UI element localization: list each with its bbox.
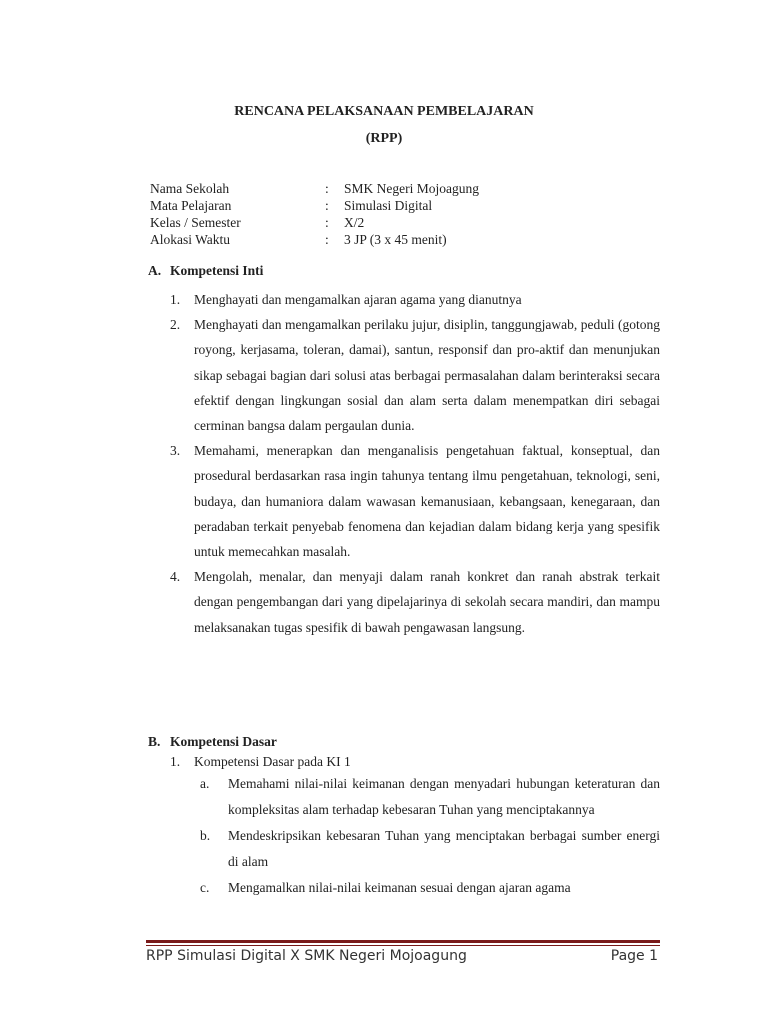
list-number: 1. [170, 754, 181, 769]
info-value: X/2 [344, 215, 365, 230]
sub-list-item [170, 823, 660, 875]
list-item [170, 438, 660, 564]
page-number: Page 1 [610, 948, 658, 964]
section-a-heading [148, 263, 263, 279]
info-label: Alokasi Waktu [150, 232, 231, 247]
list-item [170, 564, 660, 640]
sub-list-letter: a. [200, 776, 210, 791]
list-number: 1. [170, 292, 181, 307]
list-text: Menghayati dan mengamalkan ajaran agama yang dianutnya [194, 292, 522, 307]
list-number: 2. [170, 317, 181, 333]
info-colon: : [325, 198, 329, 213]
list-number: 3. [170, 443, 181, 459]
info-label: Nama Sekolah [150, 181, 230, 196]
info-label: Kelas / Semester [150, 215, 241, 230]
sub-list-item [170, 771, 660, 823]
footer-rule-thin [146, 945, 660, 946]
info-label: Mata Pelajaran [150, 198, 232, 213]
sub-list-text: Memahami nilai-nilai keimanan dengan menyadari hubungan keteraturan dan kompleksitas alam terhadap kebesaran Tuhan yang menciptakannya [228, 776, 660, 817]
section-letter: A. [148, 263, 162, 278]
sub-list-letter: c. [200, 880, 210, 895]
list-item [170, 312, 660, 438]
sub-list-item [170, 875, 660, 901]
list-text: Menghayati dan mengamalkan perilaku jujur, disiplin, tanggungjawab, peduli (gotong royong, kerjasama, toleran, damai), santun, responsif dan pro-aktif dan menunjukan sikap sebagai bagian dari solusi atas berbagai permasalahan dalam berinteraksi secara efektif dengan lingkungan sosial dan alam serta dalam menempatkan diri sebagai cerminan bangsa dalam pergaulan dunia. [194, 317, 660, 434]
footer-text: RPP Simulasi Digital X SMK Negeri Mojoagung [146, 948, 467, 964]
kompetensi-inti-list [170, 287, 660, 640]
sub-list-letter: b. [200, 828, 211, 843]
document-subtitle: (RPP) [365, 131, 403, 146]
info-colon: : [325, 232, 329, 247]
section-letter: B. [148, 734, 161, 749]
sub-list-text: Mendeskripsikan kebesaran Tuhan yang menciptakan berbagai sumber energi di alam [228, 828, 660, 869]
info-colon: : [325, 215, 329, 230]
document-title: RENCANA PELAKSANAAN PEMBELAJARAN [234, 104, 534, 119]
list-text: Memahami, menerapkan dan menganalisis pengetahuan faktual, konseptual, dan prosedural berdasarkan rasa ingin tahunya tentang ilmu pengetahuan, teknologi, seni, budaya, dan humaniora dalam wawasan kemanusiaan, kebangsaan, kenegaraan, dan peradaban terkait penyebab fenomena dan kejadian dalam bidang kerja yang spesifik untuk memecahkan masalah. [194, 443, 660, 560]
info-value: SMK Negeri Mojoagung [344, 181, 479, 196]
info-colon: : [325, 181, 329, 196]
info-value: 3 JP (3 x 45 menit) [344, 232, 447, 247]
section-title: Kompetensi Dasar [170, 734, 277, 749]
info-value: Simulasi Digital [344, 198, 433, 213]
sub-list-text: Mengamalkan nilai-nilai keimanan sesuai dengan ajaran agama [228, 880, 571, 895]
section-b-heading [148, 734, 277, 750]
list-text: Mengolah, menalar, dan menyaji dalam ranah konkret dan ranah abstrak terkait dengan pengembangan dari yang dipelajarinya di sekolah secara mandiri, dan mampu melaksanakan tugas spesifik di bawah pengawasan langsung. [194, 569, 660, 635]
footer-rule-thick [146, 940, 660, 943]
kd-heading-row [170, 753, 660, 771]
kd-heading: Kompetensi Dasar pada KI 1 [194, 754, 351, 769]
kompetensi-dasar-list [170, 753, 660, 901]
list-item [170, 287, 660, 312]
list-number: 4. [170, 569, 181, 585]
section-title: Kompetensi Inti [170, 263, 264, 278]
